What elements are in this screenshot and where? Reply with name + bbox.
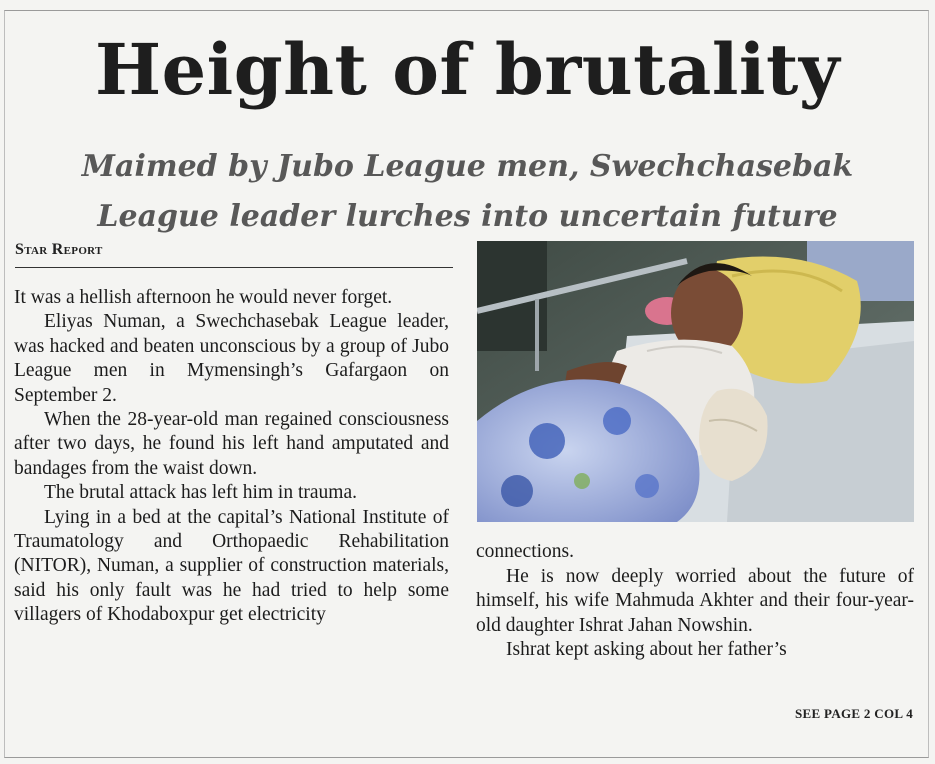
subheadline (0, 142, 935, 242)
paragraph: It was a hellish afternoon he would never forget. (14, 287, 393, 308)
paragraph: When the 28-year-old man regained consciousness after two days, he found his left hand amputated and bandages from the waist down. (14, 409, 449, 479)
paragraph: connections. (476, 541, 575, 562)
article-column-2 (476, 540, 914, 663)
paragraph: Ishrat kept asking about her father’s (506, 639, 787, 661)
headline: Height of brutality (94, 28, 841, 111)
subheadline-line-1: Maimed by Jubo League men, Swechchasebak (81, 149, 854, 184)
subheadline-line-2: League leader lurches into uncertain future (97, 199, 838, 234)
paragraph: Eliyas Numan, a Swechchasebak League leader, was hacked and beaten unconscious by a group of Jubo League men in Mymensingh’s Gafargaon on September 2. (14, 311, 449, 406)
byline (15, 241, 453, 268)
byline-text: Star Report (15, 241, 103, 258)
patient-in-hospital-bed-photo (477, 241, 914, 522)
paragraph: Lying in a bed at the capital’s National Institute of Traumatology and Orthopaedic Rehabilitation (NITOR), Numan, a supplier of construction materials, said his only fault was he had tried to help some villagers of Khodaboxpur get electricity (14, 506, 449, 626)
article-column-1 (14, 286, 449, 628)
paragraph: The brutal attack has left him in trauma. (44, 482, 357, 504)
continuation-note: SEE PAGE 2 COL 4 (795, 706, 913, 721)
article-photo (477, 241, 914, 522)
paragraph: He is now deeply worried about the future of himself, his wife Mahmuda Akhter and their four-year-old daughter Ishrat Jahan Nowshin. (476, 565, 914, 636)
